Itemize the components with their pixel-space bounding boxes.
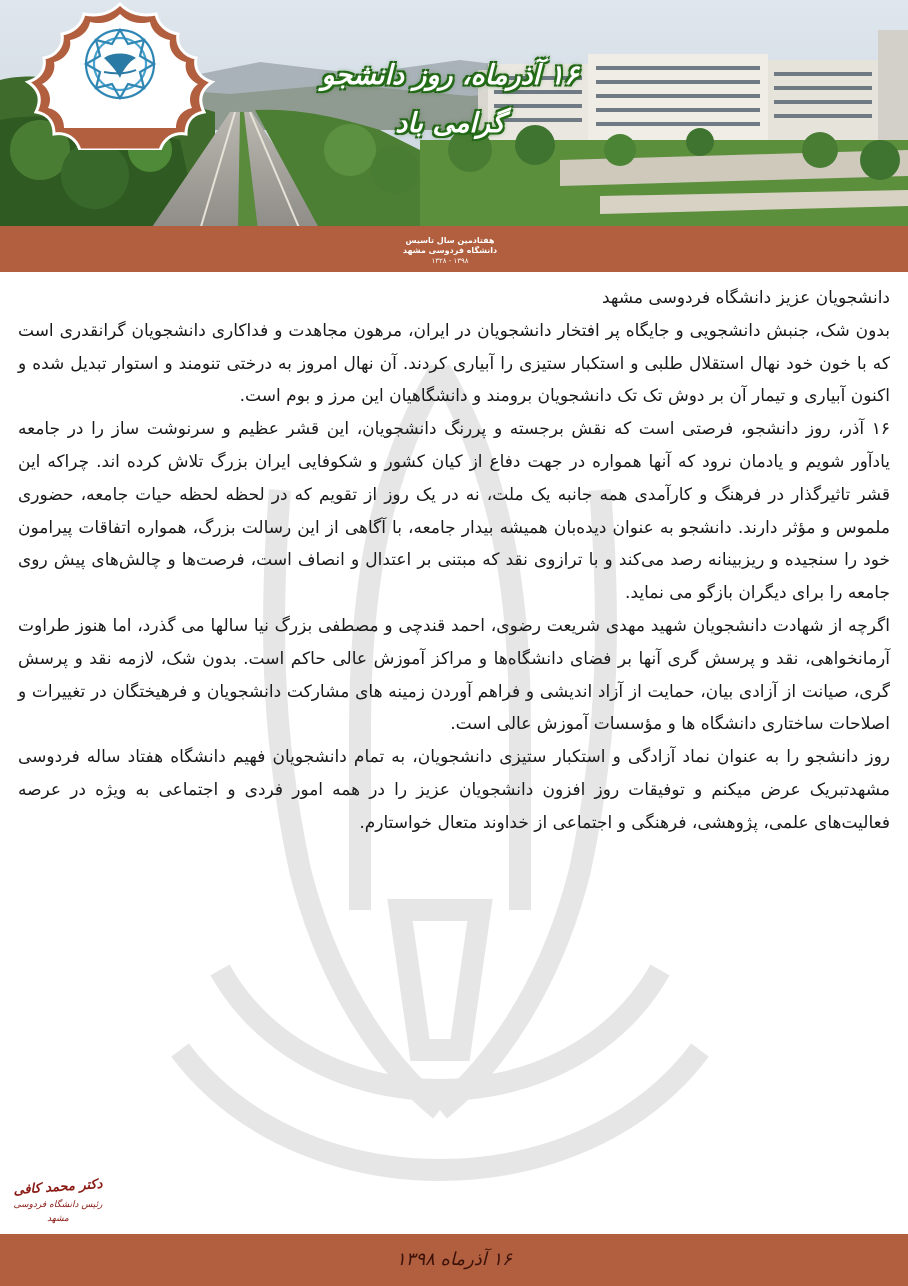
emblem-caption-line1: هفتادمین سال تاسیس (405, 236, 495, 245)
emblem-caption (380, 236, 520, 266)
letter-body (18, 282, 890, 840)
footer-date: ۱۶ آذرماه ۱۳۹۸ (396, 1249, 512, 1270)
header-banner (0, 0, 908, 272)
paragraph-1: بدون شک، جنبش دانشجویی و جایگاه پر افتخار دانشجویان در ایران، مرهون مجاهدت و فداکاری دانشجویان گرانقدری است که با خون خود نهال استقلال طلبی و استکبار ستیزی را آبیاری کردند. آن نهال امروز به درختی تنومند و استوار تبدیل شده و اکنون آبیاری و تیمار آن بر دوش تک تک دانشجویان برومند و دانشگاهیان این مرز و بوم است. (18, 320, 890, 407)
signature-name: دکتر محمد کافی (13, 1176, 103, 1199)
banner-title: ۱۶ آذرماه، روز دانشجو گرامی باد (321, 60, 579, 139)
salutation: دانشجویان عزیز دانشگاه فردوسی مشهد (602, 288, 890, 308)
paragraph-3: اگرچه از شهادت دانشجویان شهید مهدی شریعت رضوی، احمد قندچی و مصطفی بزرگ نیا سالها می گذرد، اما هنوز طراوت آرمانخواهی، نقد و پرسش گری آنها بر فضای دانشگاه‌ها و مراکز آموزش عالی حاکم است. بدون شک، لازمه نقد و پرسش گری، صیانت از آزادی بیان، حمایت از آزاد اندیشی و فراهم آوردن زمینه های مشارکت دانشجویان و فرهیختگان در تغییرات و اصلاحات ساختاری دانشگاه ها و مؤسسات آموزش عالی است. (18, 615, 890, 735)
footer-bar (0, 1234, 908, 1286)
signature (8, 1178, 108, 1234)
signature-role: رئیس دانشگاه فردوسی مشهد (13, 1200, 103, 1224)
university-emblem (0, 0, 240, 150)
paragraph-4: روز دانشجو را به عنوان نماد آزادگی و استکبار ستیزی دانشجویان، به تمام دانشجویان فهیم دانشگاه هفتاد ساله فردوسی مشهدتبریک عرض میکنم و توفیقات روز افزون دانشجویان عزیز را در همه امور فردی و اجتماعی به ویژه در عرصه فعالیت‌های علمی، پژوهشی، فرهنگی و اجتماعی از خداوند متعال خواستارم. (18, 747, 890, 833)
emblem-caption-line2: دانشگاه فردوسی مشهد (402, 246, 498, 255)
paragraph-2: ۱۶ آذر، روز دانشجو، فرصتی است که نقش برجسته و پررنگ دانشجویان، این قشر عظیم و سرنوشت ساز را در جامعه یادآور شویم و یادمان نرود که آنها همواره در جهت دفاع از کیان کشور و شکوفایی ایران بزرگ تلاش کرده اند. چراکه این قشر تاثیرگذار در فرهنگ و کارآمدی همه جانبه یک ملت، نه در یک روز از تقویم که در لحظه لحظه حیات جامعه، حضوری ملموس و مؤثر دارند. دانشجو به عنوان دیده‌بان همیشه بیدار جامعه، با آگاهی از این رسالت بزرگ، همواره اتفاقات پیرامون خود را سنجیده و ریزبینانه رصد می‌کند و با ترازوی نقد که مبتنی بر اعتدال و انصاف است، فرصت‌ها و چالش‌های پیش روی جامعه را برای دیگران بازگو می نماید. (18, 419, 890, 604)
emblem-years: ۱۳۹۸ - ۱۳۲۸ (431, 257, 469, 265)
